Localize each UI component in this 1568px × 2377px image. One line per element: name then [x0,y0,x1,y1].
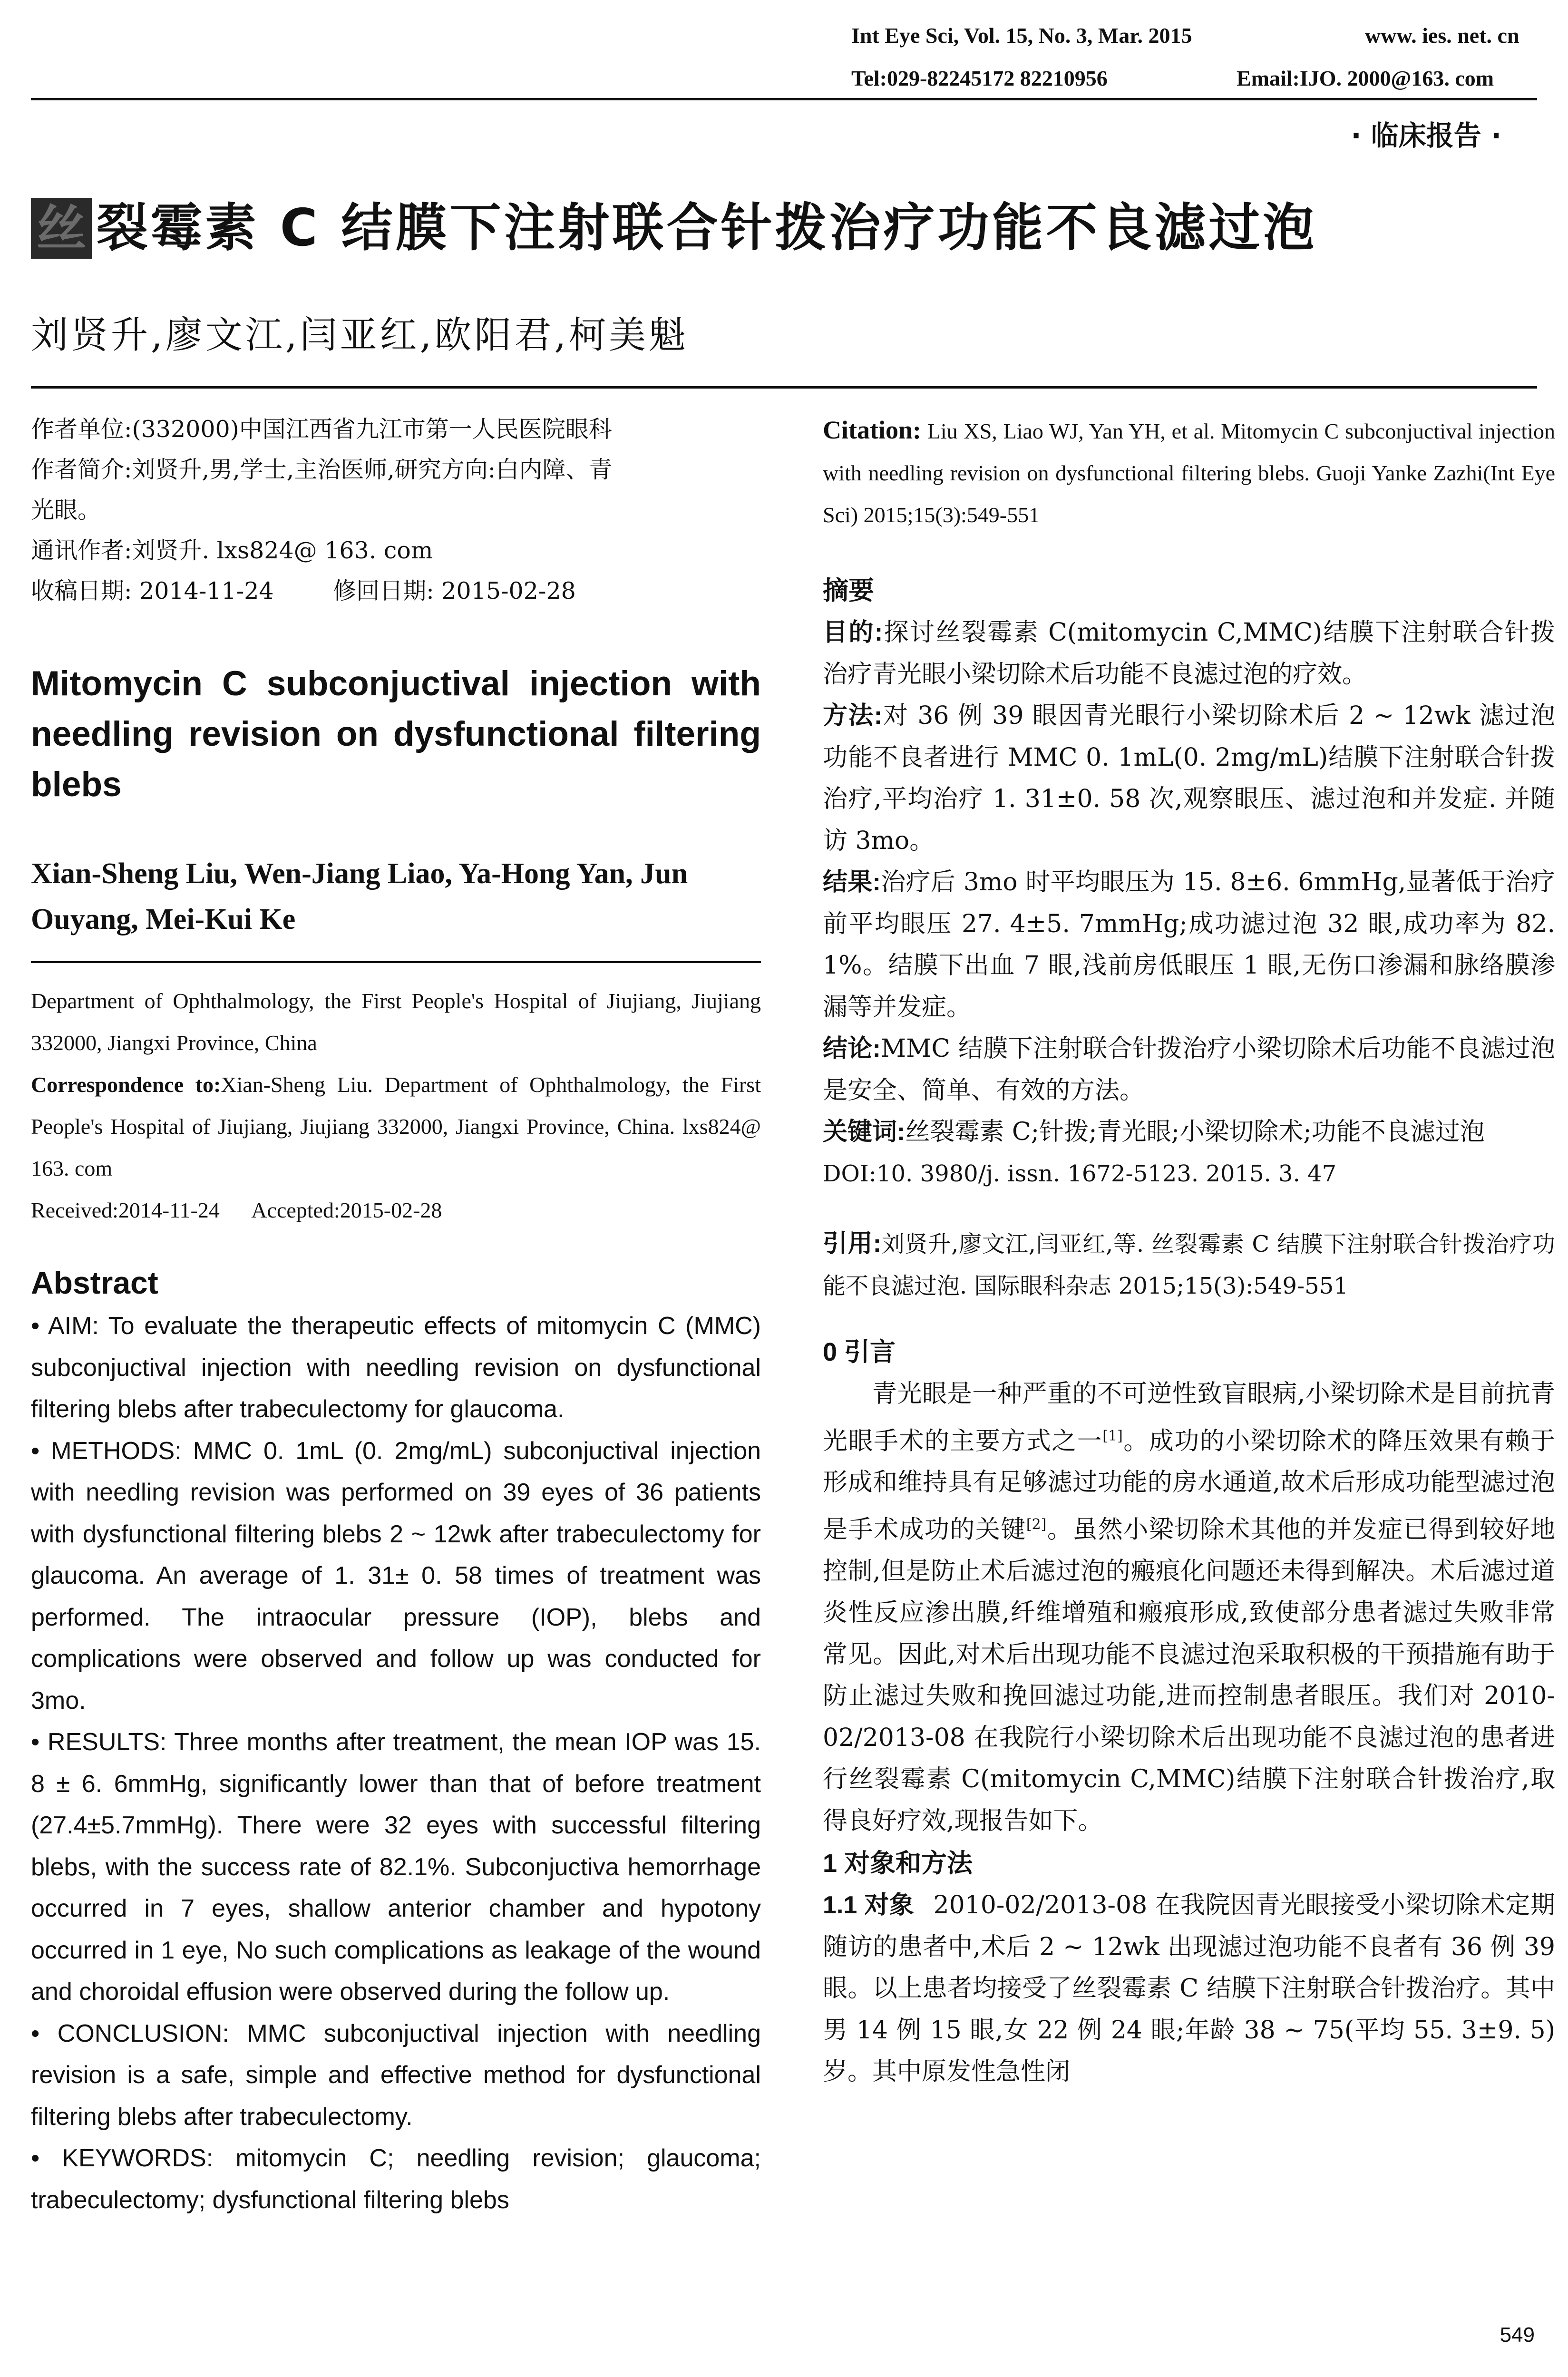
abstract-methods: • METHODS: MMC 0. 1mL (0. 2mg/mL) subconjuctival injection with needling revision was performed on 39 eyes of 36 patients with dysfunctional filtering blebs 2 ~ 12wk after trabeculectomy for glaucoma. An average of 1. 31± 0. 58 times of treatment was performed. The intraocular pressure (IOP), blebs and complications were observed and follow up was conducted for 3mo. [31,1437,761,1715]
section-label: · 临床报告 · [1351,119,1501,152]
cn-methods [823,695,1555,862]
authors-cn: 刘贤升,廖文江,闫亚红,欧阳君,柯美魁 [31,314,689,357]
cn-keywords-label: 关键词: [823,1118,906,1146]
abstract-keywords: • KEYWORDS: mitomycin C; needling revision; glaucoma; trabeculectomy; dysfunctional filtering blebs [31,2144,761,2214]
corresponding-author: 通讯作者:刘贤升. lxs824@ 163. com [31,537,433,564]
intro-heading: 0 引言 [823,1338,896,1366]
article-title [31,195,1317,262]
english-affiliation: Department of Ophthalmology, the First People's Hospital of Jiujiang, Jiujiang 332000, Jiangxi Province, China [31,989,761,1055]
abstract-results: • RESULTS: Three months after treatment, the mean IOP was 15. 8 ± 6. 6mmHg, significantly lower than that of before treatment (27.4±5.7mmHg). There were 32 eyes with successful filtering blebs, with the success rate of 82.1%. Subconjuctiva hemorrhage occurred in 7 eyes, shallow anterior chamber and hypotony occurred in 1 eye, No such complications as leakage of the wound and choroidal effusion were observed during the follow up. [31,1728,761,2006]
right-column [823,409,1555,2093]
cn-conclusion [823,1028,1555,1111]
citation-label: Citation: [823,416,921,444]
english-authors: Xian-Sheng Liu, Wen-Jiang Liao, Ya-Hong Yan, Jun Ouyang, Mei-Kui Ke [31,857,688,935]
authors-rule [31,386,1537,389]
reference-1: [1] [1102,1427,1123,1444]
abstract-aim: • AIM: To evaluate the therapeutic effects of mitomycin C (MMC) subconjuctival injection with needling revision on dysfunctional filtering blebs after trabeculectomy for glaucoma. [31,1312,761,1423]
page-number: 549 [1500,2323,1535,2347]
journal-website: www. ies. net. cn [1365,23,1519,48]
cn-methods-label: 方法: [823,702,883,730]
intro-paragraph [823,1374,1555,1842]
journal-line: Int Eye Sci, Vol. 15, No. 3, Mar. 2015 [851,23,1192,48]
abstract-heading-en: Abstract [31,1265,158,1300]
cn-keywords [823,1111,1555,1153]
subjects-label: 1.1 对象 [823,1891,915,1919]
doi: DOI:10. 3980/j. issn. 1672-5123. 2015. 3. 47 [823,1160,1337,1187]
header-rule [31,98,1537,100]
correspondence-label: Correspondence to: [31,1072,221,1097]
correspondence [31,1064,761,1189]
reference-2: [2] [1026,1516,1047,1533]
title-text: 裂霉素 C 结膜下注射联合针拨治疗功能不良滤过泡 [97,198,1317,258]
cn-results [823,862,1555,1028]
intro-text-1: 青光眼是一种严重的不可逆性致盲眼病,小梁切除术是目前抗青光眼手术的主要方式之一 [823,1380,1555,1455]
correspondence-text: Xian-Sheng Liu. Department of Ophthalmology, the First People's Hospital of Jiujiang, Jiujiang 332000, Jiangxi Province, China. lxs824@ 163. com [31,1072,761,1180]
cn-aim-text: 探讨丝裂霉素 C(mitomycin C,MMC)结膜下注射联合针拨治疗青光眼小梁切除术后功能不良滤过泡的疗效。 [823,618,1555,689]
intro-text-2: 。成功的小梁切除术的降压效果有赖于形成和维持具有足够滤过功能的房水通道,故术后形成功能型滤过泡是手术成功的关键 [823,1426,1555,1544]
english-title: Mitomycin C subconjuctival injection with needling revision on dysfunctional filtering blebs [31,664,761,804]
received-dates-cn: 收稿日期: 2014-11-24 修回日期: 2015-02-28 [31,577,576,604]
author-unit: 作者单位:(332000)中国江西省九江市第一人民医院眼科 [31,416,612,443]
citation [823,409,1555,536]
subjects-text: 2010-02/2013-08 在我院因青光眼接受小梁切除术定期随访的患者中,术后 2 ~ 12wk 出现滤过泡功能不良者有 36 例 39 眼。以上患者均接受了丝裂霉素 C 结膜下注射联合针拨治疗。其中男 14 例 15 眼,女 22 例 24 眼;年龄 38 ~ 75(平均 55. 3±9. 5)岁。其中原发性急性闭 [823,1891,1555,2086]
cn-conclusion-text: MMC 结膜下注射联合针拨治疗小梁切除术后功能不良滤过泡是安全、简单、有效的方法。 [823,1034,1555,1105]
abstract-heading-cn: 摘要 [823,576,874,605]
author-meta [31,409,761,611]
author-bio: 作者简介:刘贤升,男,学士,主治医师,研究方向:白内障、青 [31,456,613,483]
cite-cn-label: 引用: [823,1230,881,1257]
methods-heading: 1 对象和方法 [823,1849,973,1878]
cite-cn [823,1223,1555,1307]
cn-methods-text: 对 36 例 39 眼因青光眼行小梁切除术后 2 ~ 12wk 滤过泡功能不良者进行 MMC 0. 1mL(0. 2mg/mL)结膜下注射联合针拨治疗,平均治疗 1. 31±0. 58 次,观察眼压、滤过泡和并发症. 并随访 3mo。 [823,701,1555,855]
cn-aim-label: 目的: [823,619,883,646]
abstract-conclusion: • CONCLUSION: MMC subconjuctival injection with needling revision is a safe, simple and effective method for dysfunctional filtering blebs after trabeculectomy. [31,2019,761,2131]
subjects-paragraph [823,1885,1555,2093]
left-column [31,409,761,2221]
author-bio-cont: 光眼。 [31,497,101,524]
title-logo-mark: 丝 [31,198,92,259]
cn-aim [823,612,1555,695]
journal-email: Email:IJO. 2000@163. com [1237,66,1494,90]
cite-cn-text: 刘贤升,廖文江,闫亚红,等. 丝裂霉素 C 结膜下注射联合针拨治疗功能不良滤过泡. 国际眼科杂志 2015;15(3):549-551 [823,1231,1555,1299]
journal-tel: Tel:029-82245172 82210956 [851,66,1108,90]
cn-results-label: 结果: [823,868,881,896]
cn-keywords-text: 丝裂霉素 C;针拨;青光眼;小梁切除术;功能不良滤过泡 [905,1118,1485,1146]
cn-conclusion-label: 结论: [823,1035,881,1062]
intro-text-3: 。虽然小梁切除术其他的并发症已得到较好地控制,但是防止术后滤过泡的瘢痕化问题还未得到解决。术后滤过道炎性反应渗出膜,纤维增殖和瘢痕形成,致使部分患者滤过失败非常常见。因此,对术后出现功能不良滤过泡采取积极的干预措施有助于防止滤过失败和挽回滤过功能,进而控制患者眼压。我们对 2010-02/2013-08 在我院行小梁切除术后出现功能不良滤过泡的患者进行丝裂霉素 C(mitomycin C,MMC)结膜下注射联合针拨治疗,取得良好疗效,现报告如下。 [823,1515,1555,1835]
cn-results-text: 治疗后 3mo 时平均眼压为 15. 8±6. 6mmHg,显著低于治疗前平均眼压 27. 4±5. 7mmHg;成功滤过泡 32 眼,成功率为 82. 1%。结膜下出血 7 眼,浅前房低眼压 1 眼,无伤口渗漏和脉络膜渗漏等并发症。 [823,868,1555,1022]
citation-text: Liu XS, Liao WJ, Yan YH, et al. Mitomycin C subconjuctival injection with needling revision on dysfunctional filtering blebs. Guoji Yanke Zazhi(Int Eye Sci) 2015;15(3):549-551 [823,419,1555,527]
received-accepted: Received:2014-11-24 Accepted:2015-02-28 [31,1198,442,1222]
